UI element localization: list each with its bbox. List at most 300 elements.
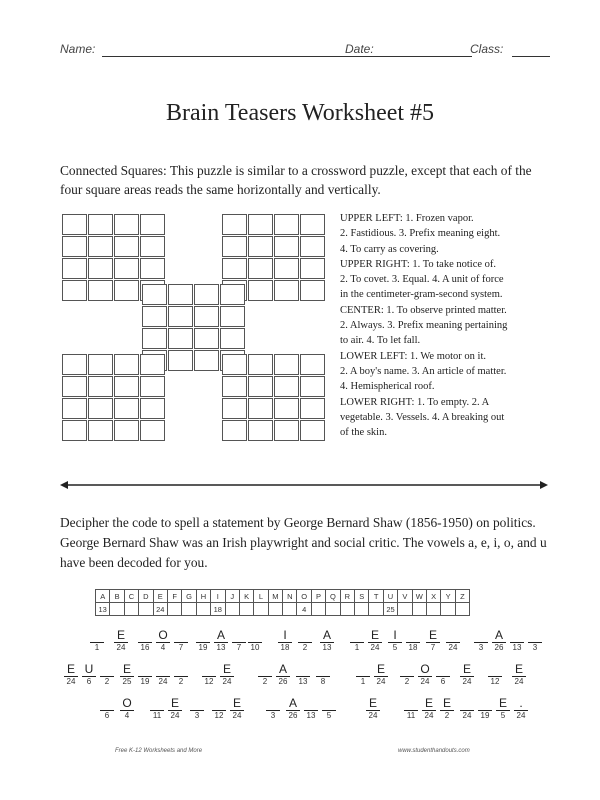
cipher-slot[interactable] (490, 628, 508, 653)
key-number-cell[interactable]: 25 (383, 603, 397, 616)
center-square-cell[interactable] (220, 284, 245, 305)
key-number-cell[interactable]: 4 (297, 603, 311, 616)
cipher-slot[interactable] (416, 662, 434, 687)
slot-number: 24 (448, 643, 458, 652)
clue-line: CENTER: 1. To observe printed matter. (340, 304, 507, 316)
lower-left-square-cell[interactable] (114, 420, 139, 441)
key-letter-cell: G (182, 590, 196, 603)
cipher-slot[interactable] (398, 662, 416, 687)
lower-right-square-cell[interactable] (248, 376, 273, 397)
upper-left-square-cell[interactable] (62, 280, 87, 301)
cipher-slot[interactable] (256, 662, 274, 687)
cipher-slot[interactable] (458, 662, 476, 687)
slot-number: 24 (514, 677, 524, 686)
slot-letter (314, 662, 332, 676)
lower-right-square-cell[interactable] (274, 354, 299, 375)
cipher-slot[interactable] (434, 662, 452, 687)
slot-letter: A (288, 696, 297, 710)
key-letter-cell: U (383, 590, 397, 603)
slot-number: 4 (124, 711, 130, 720)
cipher-slot[interactable] (118, 696, 136, 721)
key-letter-cell: T (369, 590, 383, 603)
cipher-slot[interactable] (508, 628, 526, 653)
lower-right-square-cell[interactable] (300, 420, 325, 441)
slot-letter: O (122, 696, 132, 710)
lower-left-square-cell[interactable] (140, 354, 165, 375)
slot-number: 8 (320, 677, 326, 686)
slot-number: 3 (270, 711, 276, 720)
center-square-cell[interactable] (142, 328, 167, 349)
upper-left-square-cell[interactable] (88, 236, 113, 257)
upper-right-square-cell[interactable] (300, 236, 325, 257)
slot-letter (148, 696, 166, 710)
slot-number: 3 (194, 711, 200, 720)
key-letter-cell: X (426, 590, 440, 603)
name-label: Name: (60, 42, 96, 56)
key-number-cell[interactable] (225, 603, 239, 616)
key-number-cell[interactable]: 13 (96, 603, 110, 616)
cipher-slot[interactable] (386, 628, 404, 653)
lower-right-square-cell[interactable] (222, 420, 247, 441)
key-number-cell[interactable] (139, 603, 153, 616)
lower-left-square-cell[interactable] (114, 376, 139, 397)
center-square-cell[interactable] (168, 306, 193, 327)
slot-letter (472, 628, 490, 642)
slot-number: 2 (104, 677, 110, 686)
cipher-slot[interactable] (210, 696, 228, 721)
slot-letter (348, 628, 366, 642)
cipher-slot[interactable] (494, 696, 512, 721)
slot-number: 24 (462, 677, 472, 686)
clue-line: of the skin. (340, 427, 387, 439)
cipher-slot[interactable] (364, 696, 382, 721)
lower-right-square-cell[interactable] (248, 354, 273, 375)
clue-line: to air. 4. To let fall. (340, 335, 421, 347)
slot-letter: U (84, 662, 94, 676)
cipher-slot[interactable] (318, 628, 336, 653)
slot-number: 24 (516, 711, 526, 720)
lower-right-square-cell[interactable] (248, 420, 273, 441)
date-label: Date: (345, 42, 374, 56)
slot-letter: A (216, 628, 225, 642)
lower-left-square-cell[interactable] (114, 354, 139, 375)
center-square-cell[interactable] (194, 328, 219, 349)
slot-number: 24 (116, 643, 126, 652)
upper-right-square-cell[interactable] (222, 214, 247, 235)
slot-letter (302, 696, 320, 710)
key-number-cell[interactable] (239, 603, 253, 616)
slot-letter: E (428, 628, 437, 642)
cipher-slot[interactable] (166, 696, 184, 721)
double-arrow-divider (60, 480, 548, 490)
cipher-slot[interactable] (136, 628, 154, 653)
cipher-slot[interactable] (246, 628, 264, 653)
clue-line: LOWER RIGHT: 1. To empty. 2. A (340, 396, 490, 408)
slot-letter: I (393, 628, 397, 642)
upper-left-square-cell[interactable] (140, 258, 165, 279)
key-number-cell[interactable] (311, 603, 325, 616)
key-letter-cell: V (398, 590, 412, 603)
slot-number: 24 (462, 711, 472, 720)
cipher-key-table (95, 589, 470, 616)
upper-left-square-cell[interactable] (62, 258, 87, 279)
slot-number: 2 (444, 711, 450, 720)
key-letter-cell: D (139, 590, 153, 603)
upper-left-square-cell[interactable] (114, 258, 139, 279)
center-square-cell[interactable] (142, 284, 167, 305)
key-number-cell[interactable]: 18 (211, 603, 225, 616)
upper-right-square-cell[interactable] (274, 236, 299, 257)
date-line[interactable] (378, 56, 472, 57)
key-letter-cell: C (124, 590, 138, 603)
cipher-slot[interactable] (302, 696, 320, 721)
key-number-cell[interactable]: 24 (153, 603, 167, 616)
upper-right-square-cell[interactable] (248, 236, 273, 257)
key-number-cell[interactable] (283, 603, 297, 616)
slot-letter (458, 696, 476, 710)
slot-number: 13 (306, 711, 316, 720)
cipher-slot[interactable] (486, 662, 504, 687)
center-square-cell[interactable] (168, 284, 193, 305)
cipher-slot[interactable] (98, 696, 116, 721)
slot-letter: O (158, 628, 168, 642)
key-number-cell[interactable] (268, 603, 282, 616)
slot-number: 12 (204, 677, 214, 686)
upper-left-square-cell[interactable] (88, 214, 113, 235)
cipher-slot[interactable] (172, 628, 190, 653)
cipher-slot[interactable] (472, 628, 490, 653)
slot-number: 19 (140, 677, 150, 686)
slot-number: 2 (404, 677, 410, 686)
key-number-cell[interactable] (182, 603, 196, 616)
slot-letter (246, 628, 264, 642)
name-line[interactable] (102, 56, 394, 57)
cipher-slot[interactable] (276, 628, 294, 653)
cipher-slot[interactable] (354, 662, 372, 687)
lower-right-square-cell[interactable] (222, 398, 247, 419)
slot-number: 6 (86, 677, 92, 686)
cipher-slot[interactable] (148, 696, 166, 721)
cipher-slot[interactable] (218, 662, 236, 687)
key-letter-cell: P (311, 590, 325, 603)
lower-left-square-cell[interactable] (62, 398, 87, 419)
upper-right-square-cell[interactable] (274, 258, 299, 279)
cipher-slot[interactable] (200, 662, 218, 687)
cipher-slot[interactable] (118, 662, 136, 687)
upper-left-square-cell[interactable] (62, 214, 87, 235)
slot-letter (320, 696, 338, 710)
slot-number: 18 (408, 643, 418, 652)
slot-number: 18 (280, 643, 290, 652)
slot-letter: E (66, 662, 75, 676)
clue-line: LOWER LEFT: 1. We motor on it. (340, 350, 487, 362)
upper-right-square-cell[interactable] (222, 236, 247, 257)
lower-right-square-cell[interactable] (274, 420, 299, 441)
cipher-slot[interactable] (228, 696, 246, 721)
slot-number: 5 (326, 711, 332, 720)
key-letter-cell: R (340, 590, 354, 603)
upper-left-square-cell[interactable] (88, 258, 113, 279)
upper-left-square-cell[interactable] (62, 236, 87, 257)
slot-letter (154, 662, 172, 676)
slot-number: 24 (368, 711, 378, 720)
slot-number: 2 (302, 643, 308, 652)
key-number-cell[interactable] (441, 603, 455, 616)
cipher-slot[interactable] (154, 628, 172, 653)
slot-number: 11 (152, 711, 162, 720)
key-number-cell[interactable] (110, 603, 124, 616)
lower-right-square-cell[interactable] (300, 376, 325, 397)
cipher-slot[interactable] (512, 696, 530, 721)
slot-number: 1 (360, 677, 366, 686)
center-square-cell[interactable] (168, 350, 193, 371)
slot-number: 24 (420, 677, 430, 686)
key-letter-cell: Y (441, 590, 455, 603)
slot-number: 26 (494, 643, 504, 652)
key-number-cell[interactable] (355, 603, 369, 616)
cipher-slot[interactable] (348, 628, 366, 653)
slot-number: 12 (490, 677, 500, 686)
clue-line: UPPER LEFT: 1. Frozen vapor. (340, 213, 474, 224)
cipher-slot[interactable] (88, 628, 106, 653)
slot-letter (194, 628, 212, 642)
center-square-cell[interactable] (220, 328, 245, 349)
slot-letter: E (424, 696, 433, 710)
cipher-slot[interactable] (438, 696, 456, 721)
slot-letter (398, 662, 416, 676)
cipher-slot[interactable] (420, 696, 438, 721)
upper-left-square-cell[interactable] (140, 214, 165, 235)
slot-letter: E (116, 628, 125, 642)
clue-line: 2. To covet. 3. Equal. 4. A unit of force (340, 274, 504, 286)
key-letter-cell: I (211, 590, 225, 603)
lower-right-square-cell[interactable] (222, 376, 247, 397)
slot-letter (526, 628, 544, 642)
slot-letter (98, 696, 116, 710)
slot-number: 3 (532, 643, 538, 652)
lower-right-square-cell[interactable] (300, 354, 325, 375)
key-letter-cell: N (283, 590, 297, 603)
lower-left-square-cell[interactable] (62, 376, 87, 397)
slot-number: 6 (440, 677, 446, 686)
cipher-slot[interactable] (284, 696, 302, 721)
slot-letter: A (494, 628, 503, 642)
upper-right-square-cell[interactable] (248, 214, 273, 235)
key-letter-cell: O (297, 590, 311, 603)
lower-right-square-cell[interactable] (222, 354, 247, 375)
clue-line: in the centimeter-gram-second system. (340, 289, 503, 301)
lower-left-square-cell[interactable] (88, 354, 113, 375)
key-letter-cell: J (225, 590, 239, 603)
cipher-slot[interactable] (444, 628, 462, 653)
cipher-slot[interactable] (80, 662, 98, 687)
clue-line: 2. Fastidious. 3. Prefix meaning eight. (340, 228, 501, 240)
center-square-cell[interactable] (194, 350, 219, 371)
lower-left-square-cell[interactable] (140, 420, 165, 441)
slot-letter (444, 628, 462, 642)
slot-letter: O (420, 662, 430, 676)
slot-letter (476, 696, 494, 710)
key-letter-cell: W (412, 590, 426, 603)
lower-left-square-cell[interactable] (62, 420, 87, 441)
key-letter-cell: S (355, 590, 369, 603)
upper-right-square-cell[interactable] (274, 214, 299, 235)
slot-letter (98, 662, 116, 676)
key-number-cell[interactable] (196, 603, 210, 616)
slot-number: 3 (478, 643, 484, 652)
slot-number: 7 (430, 643, 436, 652)
slot-number: 24 (170, 711, 180, 720)
slot-letter (172, 662, 190, 676)
slot-number: 13 (322, 643, 332, 652)
slot-number: 13 (298, 677, 308, 686)
cipher-slot[interactable] (510, 662, 528, 687)
cipher-slot[interactable] (188, 696, 206, 721)
key-number-cell[interactable] (412, 603, 426, 616)
upper-right-square-cell[interactable] (300, 258, 325, 279)
cipher-slot[interactable] (264, 696, 282, 721)
key-letter-cell: Q (326, 590, 340, 603)
lower-right-square-cell[interactable] (274, 376, 299, 397)
slot-letter: E (222, 662, 231, 676)
center-square-cell[interactable] (194, 284, 219, 305)
slot-number: 1 (354, 643, 360, 652)
key-number-cell[interactable] (340, 603, 354, 616)
slot-number: 2 (178, 677, 184, 686)
center-square-cell[interactable] (168, 328, 193, 349)
key-number-cell[interactable] (398, 603, 412, 616)
cipher-slot[interactable] (366, 628, 384, 653)
key-number-cell[interactable] (455, 603, 469, 616)
upper-left-square-cell[interactable] (88, 280, 113, 301)
slot-letter (404, 628, 422, 642)
lower-right-square-cell[interactable] (274, 398, 299, 419)
slot-letter (88, 628, 106, 642)
lower-left-square-cell[interactable] (88, 398, 113, 419)
upper-right-square-cell[interactable] (248, 280, 273, 301)
key-letter-cell: E (153, 590, 167, 603)
cipher-slot[interactable] (458, 696, 476, 721)
footer-right: www.studenthandouts.com (398, 748, 470, 754)
key-letter-cell: K (239, 590, 253, 603)
lower-left-square-cell[interactable] (88, 420, 113, 441)
cipher-slot[interactable] (296, 628, 314, 653)
slot-letter: . (519, 696, 523, 710)
slot-letter: E (514, 662, 523, 676)
cipher-slot[interactable] (98, 662, 116, 687)
upper-right-square-cell[interactable] (300, 280, 325, 301)
center-square-cell[interactable] (220, 306, 245, 327)
cipher-slot[interactable] (294, 662, 312, 687)
slot-number: 16 (140, 643, 150, 652)
lower-left-square-cell[interactable] (140, 398, 165, 419)
cipher-slot[interactable] (314, 662, 332, 687)
slot-letter: E (376, 662, 385, 676)
slot-number: 24 (376, 677, 386, 686)
cipher-slot[interactable] (402, 696, 420, 721)
key-number-cell[interactable] (426, 603, 440, 616)
slot-number: 24 (158, 677, 168, 686)
slot-number: 12 (214, 711, 224, 720)
footer-left: Free K-12 Worksheets and More (115, 748, 203, 754)
cipher-slot[interactable] (62, 662, 80, 687)
key-letter-cell: M (268, 590, 282, 603)
slot-number: 7 (178, 643, 184, 652)
slot-number: 5 (392, 643, 398, 652)
center-square-cell[interactable] (142, 306, 167, 327)
cipher-slot[interactable] (154, 662, 172, 687)
clue-line: UPPER RIGHT: 1. To take notice of. (340, 258, 497, 270)
key-letter-cell: H (196, 590, 210, 603)
cipher-slot[interactable] (136, 662, 154, 687)
slot-number: 13 (216, 643, 226, 652)
slot-letter (402, 696, 420, 710)
slot-letter (188, 696, 206, 710)
slot-letter (256, 662, 274, 676)
cipher-slot[interactable] (476, 696, 494, 721)
slot-letter (294, 662, 312, 676)
lower-left-square-cell[interactable] (114, 398, 139, 419)
upper-right-square-cell[interactable] (248, 258, 273, 279)
cipher-slot[interactable] (424, 628, 442, 653)
cipher-slot[interactable] (194, 628, 212, 653)
cipher-slot[interactable] (112, 628, 130, 653)
slot-letter: E (442, 696, 451, 710)
lower-left-square-cell[interactable] (62, 354, 87, 375)
slot-number: 7 (236, 643, 242, 652)
upper-left-square-cell[interactable] (114, 236, 139, 257)
student-info-header (60, 42, 550, 62)
center-square-cell[interactable] (194, 306, 219, 327)
lower-right-square-cell[interactable] (300, 398, 325, 419)
key-number-cell[interactable] (254, 603, 268, 616)
cipher-slot[interactable] (404, 628, 422, 653)
cipher-slot[interactable] (372, 662, 390, 687)
class-line[interactable] (512, 56, 550, 57)
lower-right-square-cell[interactable] (248, 398, 273, 419)
upper-right-square-cell[interactable] (274, 280, 299, 301)
slot-number: 24 (66, 677, 76, 686)
slot-number: 19 (198, 643, 208, 652)
upper-right-square-cell[interactable] (300, 214, 325, 235)
cipher-slot[interactable] (274, 662, 292, 687)
key-letter-cell: A (96, 590, 110, 603)
upper-left-square-cell[interactable] (140, 236, 165, 257)
lower-left-square-cell[interactable] (88, 376, 113, 397)
key-number-cell[interactable] (124, 603, 138, 616)
clue-line: 4. To carry as covering. (340, 243, 439, 255)
key-number-cell[interactable] (326, 603, 340, 616)
slot-letter (508, 628, 526, 642)
cipher-slot[interactable] (526, 628, 544, 653)
key-letter-cell: B (110, 590, 124, 603)
key-number-cell[interactable] (167, 603, 181, 616)
slot-letter: A (322, 628, 331, 642)
upper-right-square-cell[interactable] (222, 258, 247, 279)
cipher-intro: Decipher the code to spell a statement by George Bernard Shaw (1856-1950) on politics. George Bernard Shaw was an Irish playwright and social critic. The vowels a, e, i, o, and u have been decoded for you. (60, 515, 547, 570)
slot-number: 24 (222, 677, 232, 686)
cipher-slot[interactable] (320, 696, 338, 721)
key-number-cell[interactable] (369, 603, 383, 616)
slot-number: 24 (370, 643, 380, 652)
upper-left-square-cell[interactable] (114, 214, 139, 235)
slot-number: 1 (94, 643, 100, 652)
slot-letter (136, 628, 154, 642)
cipher-slot[interactable] (172, 662, 190, 687)
upper-left-square-cell[interactable] (114, 280, 139, 301)
cipher-slot[interactable] (212, 628, 230, 653)
lower-left-square-cell[interactable] (140, 376, 165, 397)
